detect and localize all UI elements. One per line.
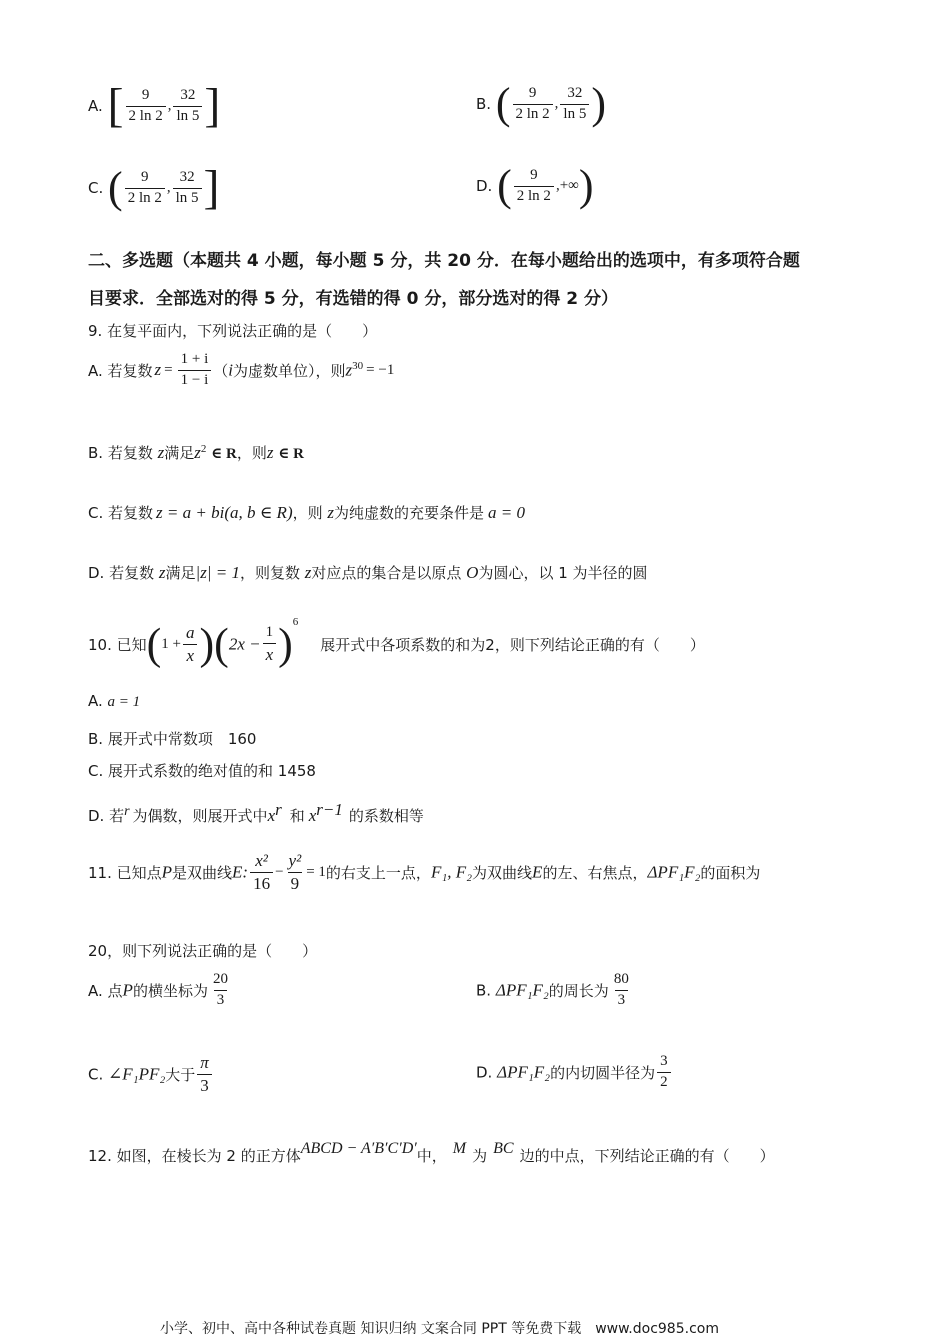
question-10-stem: 10. 已知(1 + $\frac{a}{x}$ )(2x − $\frac{1}{x}$ )$^6$展开式中各项系数的和为2，则下列结论正确的有（ ） bbox=[88, 616, 705, 669]
fraction: $\frac{1 + i}{1 - i}$ bbox=[178, 352, 212, 389]
q11-option-d: D. ΔPF₁F₂的内切圆半径为 $\frac{3}{2}$ bbox=[476, 1054, 673, 1091]
q9-option-b: B. 若复数 z满足$z^2$ ∈ R，则z ∈ R bbox=[88, 443, 304, 462]
q11-option-a: A. 点P的横坐标为 $\frac{20}{3}$ bbox=[88, 971, 228, 1008]
q9-option-d: D. 若复数 z满足|z| = 1，则复数 z对应点的集合是以原点 O为圆心，以 1 为半径的圆 bbox=[88, 563, 648, 582]
question-11-stem-line2: 20，则下列说法正确的是（ ） bbox=[88, 942, 318, 960]
q9-option-c: C. 若复数 z = a + bi(a, b ∈ R)，则 z为纯虚数的充要条件是 a = 0 bbox=[88, 503, 526, 522]
section-heading-line2: 目要求．全部选对的得 5 分，有选错的得 0 分，部分选对的得 2 分） bbox=[88, 289, 618, 309]
open-bracket: [ bbox=[107, 79, 124, 132]
q10-option-a: A. a = 1 bbox=[88, 692, 141, 710]
q8-option-a: A. [ $\frac{9}{2 \ln 2}$ , $\frac{32}{\ln 5}$ ] bbox=[88, 79, 221, 132]
question-11-stem: 11. 已知点P是双曲线E: $\frac{\text{x²}}{16}$ − $\frac{\text{y²}}{9}$ = 1的右支上一点，F₁, F₂为双曲线E的左、右焦点，ΔPF₁F₂的面积为 bbox=[88, 851, 761, 893]
fraction: $\frac{9}{2 \ln 2}$ bbox=[126, 88, 166, 125]
page-footer: 小学、初中、高中各种试卷真题 知识归纳 文案合同 PPT 等免费下载 www.doc985.com bbox=[160, 1321, 719, 1337]
question-12-stem: 12. 如图，在棱长为 2 的正方体$^{ABCD - A'B'C'D'}$中， $^M$ 为 $^{BC}$ 边的中点，下列结论正确的有（ ） bbox=[88, 1140, 775, 1165]
q9-option-a: A. 若复数 z = $\frac{1 + i}{1 - i}$ （i为虚数单位），则$z^{30} = -1$ bbox=[88, 351, 395, 388]
q11-option-c: C. ∠F₁PF₂大于 $\frac{\pi}{3}$ bbox=[88, 1054, 214, 1095]
close-bracket: ] bbox=[204, 79, 221, 132]
fraction: $\frac{32}{\ln 5}$ bbox=[173, 88, 202, 125]
q8-option-d: D. ( $\frac{9}{2 \ln 2}$ ,+∞) bbox=[476, 161, 594, 210]
question-9-stem: 9. 在复平面内，下列说法正确的是（ ） bbox=[88, 322, 378, 340]
q8-option-b: B. ( $\frac{9}{2 \ln 2}$ , $\frac{32}{\ln 5}$ ) bbox=[476, 79, 606, 128]
q10-option-c: C. 展开式系数的绝对值的和 1458 bbox=[88, 762, 316, 780]
section-heading: 二、多选题（本题共 4 小题，每小题 5 分，共 20 分．在每小题给出的选项中，有多项符合题 bbox=[88, 251, 800, 271]
q10-option-b: B. 展开式中常数项 160 bbox=[88, 730, 257, 748]
q11-option-b: B. ΔPF₁F₂的周长为 $\frac{80}{3}$ bbox=[476, 971, 629, 1008]
q8-option-c: C. ( $\frac{9}{2 \ln 2}$ , $\frac{32}{\ln 5}$ ] bbox=[88, 161, 220, 214]
q10-option-d: D. 若$^r$ 为偶数，则展开式中$x^r$ 和 $x^{r-1}$ 的系数相等 bbox=[88, 800, 424, 825]
